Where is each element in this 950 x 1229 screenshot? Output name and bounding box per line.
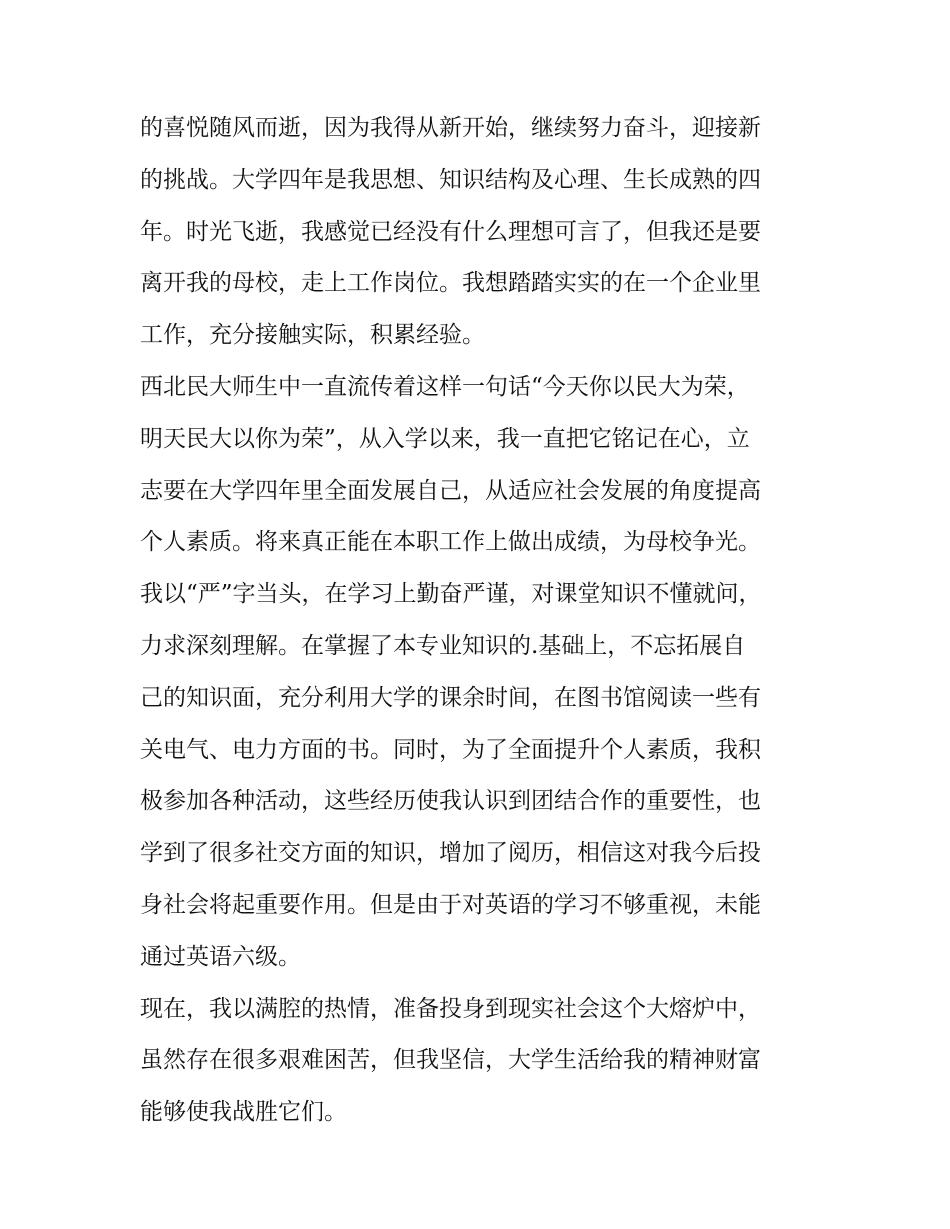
text-line-13: 关电气、电力方面的书。同时，为了全面提升个人素质，我积 <box>140 736 761 763</box>
text-line-12: 己的知识面，充分利用大学的课余时间，在图书馆阅读一些有 <box>140 684 761 711</box>
text-line-20: 能够使我战胜它们。 <box>140 1099 347 1126</box>
text-line-8: 志要在大学四年里全面发展自己，从适应社会发展的角度提高 <box>140 477 761 504</box>
text-line-11: 力求深刻理解。在掌握了本专业知识的.基础上，不忘拓展自 <box>140 632 746 659</box>
text-line-15: 学到了很多社交方面的知识，增加了阅历，相信这对我今后投 <box>140 840 761 867</box>
text-line-4: 离开我的母校，走上工作岗位。我想踏踏实实的在一个企业里 <box>140 270 761 297</box>
text-line-1: 的喜悦随风而逝，因为我得从新开始，继续努力奋斗，迎接新 <box>140 115 761 141</box>
text-line-2: 的挑战。大学四年是我思想、知识结构及心理、生长成熟的四 <box>140 166 761 193</box>
text-line-5: 工作，充分接触实际，积累经验。 <box>140 322 485 349</box>
text-line-17: 通过英语六级。 <box>140 943 301 970</box>
text-line-18: 现在，我以满腔的热情，准备投身到现实社会这个大熔炉中， <box>140 995 761 1022</box>
document-body <box>140 103 820 1139</box>
text-line-10: 我以“严”字当头，在学习上勤奋严谨，对课堂知识不懂就问， <box>140 581 762 608</box>
text-line-7: 明天民大以你为荣”，从入学以来，我一直把它铭记在心，立 <box>140 425 750 452</box>
text-line-14: 极参加各种活动，这些经历使我认识到团结合作的重要性，也 <box>140 788 761 815</box>
text-line-19: 虽然存在很多艰难困苦，但我坚信，大学生活给我的精神财富 <box>140 1047 761 1074</box>
text-line-16: 身社会将起重要作用。但是由于对英语的学习不够重视，未能 <box>140 891 761 918</box>
text-line-3: 年。时光飞逝，我感觉已经没有什么理想可言了，但我还是要 <box>140 218 761 245</box>
text-line-6: 西北民大师生中一直流传着这样一句话“今天你以民大为荣， <box>140 373 750 400</box>
text-line-9: 个人素质。将来真正能在本职工作上做出成绩，为母校争光。 <box>140 529 761 556</box>
